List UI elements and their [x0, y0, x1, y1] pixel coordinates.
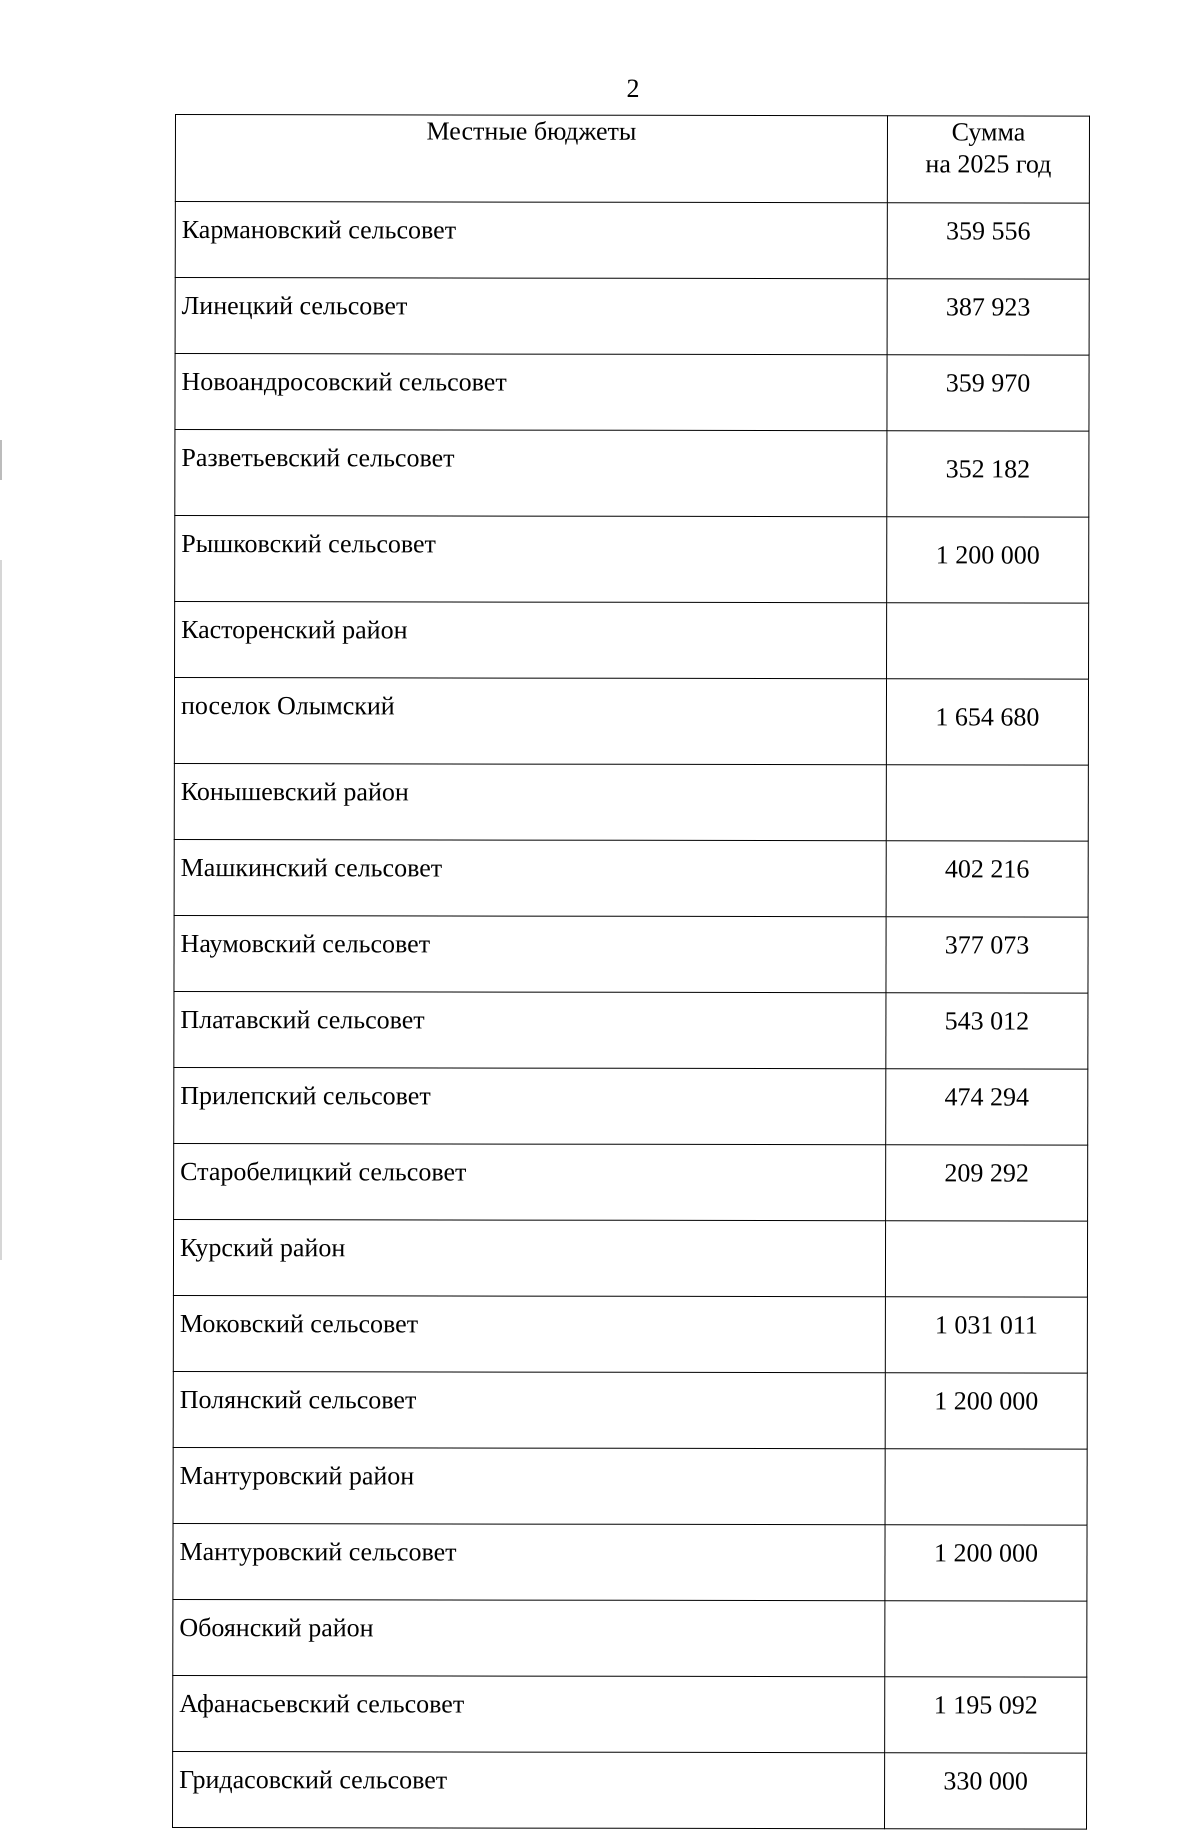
budget-sum-cell: 359 970 — [887, 355, 1089, 431]
column-header-sum-line2: на 2025 год — [925, 149, 1052, 179]
table-row — [174, 678, 1088, 766]
budget-sum-cell: 1 195 092 — [885, 1677, 1087, 1753]
district-name-cell: Обоянский район — [173, 1599, 885, 1676]
table-row — [173, 1675, 1087, 1753]
table-row — [173, 1295, 1087, 1373]
budget-name-cell: Платавский сельсовет — [174, 991, 886, 1068]
budget-sum-cell: 1 200 000 — [887, 517, 1089, 603]
budget-name-cell: Афанасьевский сельсовет — [173, 1675, 885, 1752]
district-name-cell: Мантуровский район — [173, 1447, 885, 1524]
table-row — [173, 1751, 1087, 1829]
budget-sum-cell: 330 000 — [885, 1753, 1087, 1829]
table-row-district — [174, 763, 1088, 841]
table-row-district — [173, 1447, 1087, 1525]
district-name-cell: Касторенский район — [175, 602, 887, 679]
budget-name-cell: Машкинский сельсовет — [174, 839, 886, 916]
table-row-district — [173, 1599, 1087, 1677]
budget-name-cell: поселок Олымский — [174, 678, 886, 765]
table-row — [173, 1523, 1087, 1601]
budget-sum-cell: 387 923 — [887, 279, 1089, 355]
budget-sum-cell: 359 556 — [887, 203, 1089, 279]
budget-sum-cell: 402 216 — [886, 841, 1088, 917]
district-name-cell: Конышевский район — [174, 763, 886, 840]
budget-sum-cell-empty — [887, 603, 1089, 679]
table-header-row — [175, 115, 1089, 204]
budget-name-cell: Старобелицкий сельсовет — [174, 1143, 886, 1220]
budget-name-cell: Моковский сельсовет — [173, 1295, 885, 1372]
budget-sum-cell: 1 654 680 — [886, 679, 1088, 765]
table-row-district — [175, 602, 1089, 680]
budget-sum-cell: 474 294 — [886, 1069, 1088, 1145]
table-row — [174, 915, 1088, 993]
table-row — [175, 354, 1089, 432]
budget-sum-cell: 352 182 — [887, 431, 1089, 517]
budget-sum-cell-empty — [885, 1449, 1087, 1525]
column-header-sum — [887, 116, 1089, 203]
table-row — [174, 839, 1088, 917]
table-row — [175, 430, 1089, 518]
budget-sum-cell-empty — [885, 1601, 1087, 1677]
budget-name-cell: Кармановский сельсовет — [175, 202, 887, 279]
budget-sum-cell: 209 292 — [886, 1145, 1088, 1221]
budget-name-cell: Новоандросовский сельсовет — [175, 354, 887, 431]
budget-sum-cell-empty — [885, 1221, 1087, 1297]
budget-sum-cell: 1 200 000 — [885, 1525, 1087, 1601]
budget-sum-cell: 1 031 011 — [885, 1297, 1087, 1373]
budget-name-cell: Полянский сельсовет — [173, 1371, 885, 1448]
table-row — [173, 1371, 1087, 1449]
scan-edge-line — [0, 560, 2, 1260]
page-number: 2 — [626, 74, 640, 103]
budget-name-cell: Наумовский сельсовет — [174, 915, 886, 992]
table-row — [175, 278, 1089, 356]
budget-sum-cell: 543 012 — [886, 993, 1088, 1069]
budget-name-cell: Прилепский сельсовет — [174, 1067, 886, 1144]
table-row — [174, 991, 1088, 1069]
table-row — [175, 516, 1089, 604]
budget-sum-cell: 1 200 000 — [885, 1373, 1087, 1449]
budget-name-cell: Рышковский сельсовет — [175, 516, 887, 603]
table-row — [174, 1143, 1088, 1221]
budget-name-cell: Мантуровский сельсовет — [173, 1523, 885, 1600]
budget-table — [172, 114, 1090, 1830]
district-name-cell: Курский район — [173, 1219, 885, 1296]
table-row — [174, 1067, 1088, 1145]
table-row — [175, 202, 1089, 280]
column-header-local-budgets: Местные бюджеты — [175, 115, 887, 203]
table-row-district — [173, 1219, 1087, 1297]
budget-name-cell: Разветьевский сельсовет — [175, 430, 887, 517]
budget-sum-cell-empty — [886, 765, 1088, 841]
budget-name-cell: Гридасовский сельсовет — [173, 1751, 885, 1828]
column-header-sum-line1: Сумма — [951, 117, 1026, 147]
budget-name-cell: Линецкий сельсовет — [175, 278, 887, 355]
budget-sum-cell: 377 073 — [886, 917, 1088, 993]
scan-edge-line — [0, 440, 2, 480]
